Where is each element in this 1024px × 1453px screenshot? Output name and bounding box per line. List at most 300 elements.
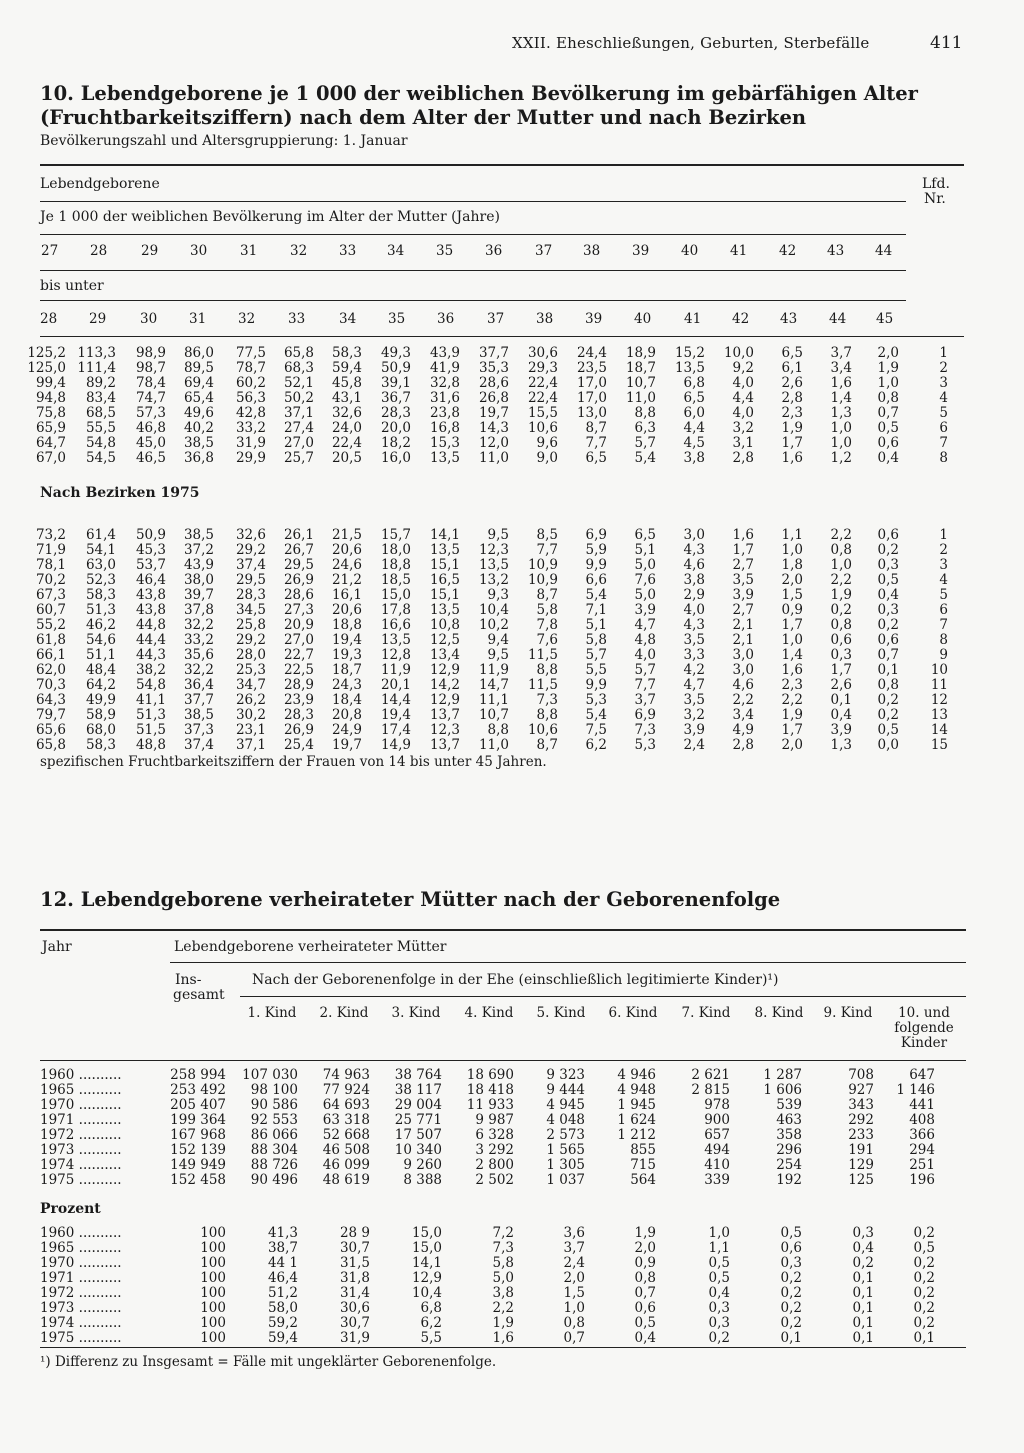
- table-cell: 6,8: [683, 375, 705, 391]
- table-cell: 0,2: [877, 692, 899, 708]
- table-cell: 657: [704, 1127, 730, 1143]
- table-cell: 37,7: [183, 692, 214, 708]
- table-cell: 64,7: [35, 435, 66, 451]
- table-cell: 18 418: [466, 1082, 514, 1098]
- table-cell: 0,1: [852, 1285, 874, 1301]
- table-cell: 15,5: [527, 405, 558, 421]
- table-cell: 14,7: [478, 677, 509, 693]
- table-cell: 98,9: [135, 345, 166, 361]
- table-cell: 10,4: [478, 602, 509, 618]
- table-cell: 233: [848, 1127, 874, 1143]
- row-number: 4: [939, 390, 948, 406]
- table-cell: 0,9: [634, 1255, 656, 1271]
- table-cell: 927: [848, 1082, 874, 1098]
- table-cell: 99,4: [35, 375, 66, 391]
- table-cell: 0,9: [781, 602, 803, 618]
- table-cell: 19,4: [331, 632, 362, 648]
- table-cell: 89,2: [85, 375, 116, 391]
- table-cell: 205 407: [170, 1097, 226, 1113]
- table-cell: 2,2: [830, 572, 852, 588]
- table-cell: 13,5: [429, 602, 460, 618]
- table-cell: 0,5: [780, 1225, 802, 1241]
- table-cell: 1 146: [896, 1082, 935, 1098]
- table-cell: 2,8: [781, 390, 803, 406]
- table-cell: 0,7: [563, 1330, 585, 1346]
- table-cell: 4 048: [546, 1112, 585, 1128]
- table10-title-line2: (Fruchtbarkeitsziffern) nach dem Alter der Mutter und nach Bezirken: [40, 106, 807, 129]
- table-cell: 46,5: [135, 450, 166, 466]
- table-cell: 0,6: [780, 1240, 802, 1256]
- table-cell: 100: [200, 1270, 226, 1286]
- table-cell: 251: [909, 1157, 935, 1173]
- table-cell: 36,8: [183, 450, 214, 466]
- table-cell: 25,8: [235, 617, 266, 633]
- table-cell: 34,5: [235, 602, 266, 618]
- table-cell: 30,6: [339, 1300, 370, 1316]
- row-number: 7: [939, 617, 948, 633]
- table10-title-line1: 10. Lebendgeborene je 1 000 der weiblichen Bevölkerung im gebärfähigen Alter: [40, 82, 918, 105]
- table-cell: 15,7: [380, 527, 411, 543]
- table-cell: 2 815: [691, 1082, 730, 1098]
- table-cell: 28,3: [380, 405, 411, 421]
- table-cell: 167 968: [170, 1127, 226, 1143]
- table-cell: 20,5: [331, 450, 362, 466]
- table10-rule-2: [40, 234, 906, 235]
- table-cell: 15,1: [429, 557, 460, 573]
- table-cell: 17,4: [380, 722, 411, 738]
- table-cell: 647: [909, 1067, 935, 1083]
- table-cell: 1,8: [781, 557, 803, 573]
- table-cell: 16,1: [331, 587, 362, 603]
- table-cell: 65,9: [35, 420, 66, 436]
- table-cell: 11 933: [466, 1097, 514, 1113]
- table-cell: 2,0: [877, 345, 899, 361]
- table-cell: 18,5: [380, 572, 411, 588]
- table-cell: 58,3: [331, 345, 362, 361]
- table-cell: 48,4: [85, 662, 116, 678]
- table-cell: 4,4: [683, 420, 705, 436]
- table-cell: 2,2: [732, 692, 754, 708]
- table-cell: 192: [776, 1172, 802, 1188]
- table-cell: 54,5: [85, 450, 116, 466]
- table-cell: 86,0: [183, 345, 214, 361]
- table-cell: 1,7: [781, 722, 803, 738]
- table-cell: 1 945: [617, 1097, 656, 1113]
- table-cell: 6,9: [634, 707, 656, 723]
- table10-rule-4: [40, 300, 906, 301]
- table-cell: 60,7: [35, 602, 66, 618]
- table-cell: 2,6: [830, 677, 852, 693]
- kind-column-header: 7. Kind: [681, 1005, 731, 1021]
- table10-ages-from: [0, 244, 1024, 262]
- table-cell: 339: [704, 1172, 730, 1188]
- running-title: XXII. Eheschließungen, Geburten, Sterbefälle: [512, 34, 870, 52]
- table12-rule-2: [240, 996, 966, 997]
- table-cell: 26,9: [283, 722, 314, 738]
- table-cell: 37,2: [183, 542, 214, 558]
- table-cell: 4 945: [546, 1097, 585, 1113]
- table-cell: 4,7: [634, 617, 656, 633]
- table-cell: 3,4: [830, 360, 852, 376]
- table-cell: 0,2: [780, 1315, 802, 1331]
- row-number: 2: [939, 542, 948, 558]
- table-cell: 199 364: [170, 1112, 226, 1128]
- table-cell: 3,9: [634, 602, 656, 618]
- table-cell: 63 318: [322, 1112, 370, 1128]
- table-cell: 6,5: [781, 345, 803, 361]
- table-cell: 6,8: [420, 1300, 442, 1316]
- table-cell: 0,6: [634, 1300, 656, 1316]
- table-cell: 0,1: [852, 1330, 874, 1346]
- table-cell: 7,1: [585, 602, 607, 618]
- table-cell: 38,0: [183, 572, 214, 588]
- table-cell: 978: [704, 1097, 730, 1113]
- table-cell: 0,5: [877, 420, 899, 436]
- table-cell: 2,0: [634, 1240, 656, 1256]
- table10-bis-unter: bis unter: [40, 278, 104, 294]
- table-cell: 26,2: [235, 692, 266, 708]
- table-cell: 59,4: [331, 360, 362, 376]
- table-cell: 54,1: [85, 542, 116, 558]
- table-cell: 9,9: [585, 677, 607, 693]
- table-cell: 12,3: [478, 542, 509, 558]
- table-cell: 51,3: [85, 602, 116, 618]
- table-cell: 1,7: [781, 617, 803, 633]
- row-number: 8: [939, 450, 948, 466]
- table-cell: 28,3: [235, 587, 266, 603]
- age-from-label: 27: [41, 243, 59, 259]
- table-cell: 6,5: [585, 450, 607, 466]
- table-cell: 1 565: [546, 1142, 585, 1158]
- table-cell: 1,7: [732, 542, 754, 558]
- table-cell: 12,0: [478, 435, 509, 451]
- table-cell: 5,5: [585, 662, 607, 678]
- table-cell: 12,9: [429, 662, 460, 678]
- age-from-label: 29: [141, 243, 159, 259]
- table-cell: 43,8: [135, 602, 166, 618]
- table-cell: 3,8: [683, 572, 705, 588]
- table-cell: 6 328: [475, 1127, 514, 1143]
- table-cell: 51,3: [135, 707, 166, 723]
- age-to-label: 40: [634, 311, 652, 327]
- age-to-label: 42: [732, 311, 750, 327]
- table-cell: 8,5: [536, 527, 558, 543]
- table-cell: 4,9: [732, 722, 754, 738]
- table-cell: 13,5: [380, 632, 411, 648]
- table-cell: 0,3: [708, 1315, 730, 1331]
- table-cell: 27,0: [283, 435, 314, 451]
- table-cell: 48,8: [135, 737, 166, 753]
- table-cell: 37,1: [283, 405, 314, 421]
- table-cell: 18,8: [331, 617, 362, 633]
- table-cell: 4,3: [683, 617, 705, 633]
- table-cell: 49,9: [85, 692, 116, 708]
- table-cell: 70,2: [35, 572, 66, 588]
- table-cell: 254: [776, 1157, 802, 1173]
- table-cell: 294: [909, 1142, 935, 1158]
- age-to-label: 44: [829, 311, 847, 327]
- table-cell: 14,3: [478, 420, 509, 436]
- table-cell: 25,7: [283, 450, 314, 466]
- table-cell: 0,2: [830, 602, 852, 618]
- age-from-label: 41: [730, 243, 748, 259]
- table-cell: 0,4: [708, 1285, 730, 1301]
- table-cell: 1,4: [781, 647, 803, 663]
- table-cell: 24,0: [331, 420, 362, 436]
- table-cell: 5,5: [420, 1330, 442, 1346]
- table-cell: 28,0: [235, 647, 266, 663]
- table-cell: 0,8: [877, 677, 899, 693]
- table-cell: 41,1: [135, 692, 166, 708]
- table-cell: 9,3: [487, 587, 509, 603]
- table-cell: 86 066: [250, 1127, 298, 1143]
- table-cell: 100: [200, 1330, 226, 1346]
- table-cell: 5,8: [585, 632, 607, 648]
- table-cell: 358: [776, 1127, 802, 1143]
- table-cell: 37,7: [478, 345, 509, 361]
- table-cell: 0,7: [634, 1285, 656, 1301]
- table-cell: 13,0: [576, 405, 607, 421]
- year-label: 1972 ..........: [40, 1285, 122, 1301]
- table-cell: 1,1: [781, 527, 803, 543]
- table-cell: 78,7: [235, 360, 266, 376]
- table-cell: 38 117: [394, 1082, 442, 1098]
- table-cell: 8 388: [403, 1172, 442, 1188]
- table-cell: 22,4: [527, 390, 558, 406]
- table-cell: 28,3: [283, 707, 314, 723]
- table-cell: 0,1: [780, 1330, 802, 1346]
- table-cell: 1,0: [781, 542, 803, 558]
- table-cell: 3,5: [732, 572, 754, 588]
- table-cell: 15,2: [674, 345, 705, 361]
- table-cell: 4,3: [683, 542, 705, 558]
- table-cell: 0,4: [877, 450, 899, 466]
- table-cell: 15,0: [380, 587, 411, 603]
- table-cell: 68,0: [85, 722, 116, 738]
- table-cell: 8,8: [487, 722, 509, 738]
- table12-body-absolute: [0, 1068, 1024, 1190]
- table-cell: 253 492: [170, 1082, 226, 1098]
- table-cell: 61,4: [85, 527, 116, 543]
- table-cell: 28 9: [339, 1225, 370, 1241]
- table-cell: 0,1: [852, 1270, 874, 1286]
- year-label: 1970 ..........: [40, 1255, 122, 1271]
- table-cell: 59,4: [267, 1330, 298, 1346]
- table-cell: 65,8: [283, 345, 314, 361]
- table-cell: 31,9: [339, 1330, 370, 1346]
- table-cell: 42,8: [235, 405, 266, 421]
- table-cell: 1,0: [830, 557, 852, 573]
- table-cell: 20,6: [331, 542, 362, 558]
- table-cell: 11,0: [478, 737, 509, 753]
- table-cell: 35,6: [183, 647, 214, 663]
- table-cell: 90 496: [250, 1172, 298, 1188]
- table10-rule-3: [40, 270, 906, 271]
- table-cell: 63,0: [85, 557, 116, 573]
- year-label: 1975 ..........: [40, 1330, 122, 1346]
- table-cell: 196: [909, 1172, 935, 1188]
- table-cell: 30,7: [339, 1240, 370, 1256]
- table-cell: 32,6: [331, 405, 362, 421]
- table-cell: 58,0: [267, 1300, 298, 1316]
- table-cell: 2,2: [492, 1300, 514, 1316]
- table-cell: 1,1: [708, 1240, 730, 1256]
- age-to-label: 45: [876, 311, 894, 327]
- table-cell: 1,3: [830, 737, 852, 753]
- table-cell: 12,8: [380, 647, 411, 663]
- table-cell: 26,7: [283, 542, 314, 558]
- table-cell: 18,7: [331, 662, 362, 678]
- age-to-label: 37: [487, 311, 505, 327]
- table-cell: 4,5: [683, 435, 705, 451]
- table-cell: 31,6: [429, 390, 460, 406]
- table12-kind-heads: [0, 1006, 1024, 1056]
- table-cell: 51,2: [267, 1285, 298, 1301]
- table-cell: 50,9: [380, 360, 411, 376]
- table-cell: 6,2: [420, 1315, 442, 1331]
- table-cell: 1,2: [830, 450, 852, 466]
- table10-top-rule: [40, 164, 964, 166]
- age-from-label: 43: [827, 243, 845, 259]
- table-cell: 38 764: [394, 1067, 442, 1083]
- table-cell: 5,4: [634, 450, 656, 466]
- table-cell: 5,0: [634, 557, 656, 573]
- page-number: 411: [930, 33, 963, 53]
- table-cell: 3,0: [683, 527, 705, 543]
- kind-column-header: 8. Kind: [754, 1005, 804, 1021]
- table-cell: 18,2: [380, 435, 411, 451]
- table-cell: 60,2: [235, 375, 266, 391]
- age-from-label: 36: [485, 243, 503, 259]
- table-cell: 11,0: [625, 390, 656, 406]
- table-cell: 0,2: [913, 1300, 935, 1316]
- table-cell: 152 458: [170, 1172, 226, 1188]
- table-cell: 27,0: [283, 632, 314, 648]
- table-cell: 0,6: [877, 632, 899, 648]
- table-cell: 29,3: [527, 360, 558, 376]
- table-cell: 24,6: [331, 557, 362, 573]
- table-cell: 38,5: [183, 435, 214, 451]
- table-cell: 44,4: [135, 632, 166, 648]
- table-cell: 20,1: [380, 677, 411, 693]
- table-cell: 74,7: [135, 390, 166, 406]
- table-cell: 37,1: [235, 737, 266, 753]
- table-cell: 125: [848, 1172, 874, 1188]
- table-cell: 23,9: [283, 692, 314, 708]
- row-number: 5: [939, 405, 948, 421]
- table-cell: 0,2: [913, 1225, 935, 1241]
- table-cell: 100: [200, 1315, 226, 1331]
- table10-rule-5: [40, 336, 964, 337]
- table-cell: 7,7: [634, 677, 656, 693]
- table-cell: 7,6: [634, 572, 656, 588]
- year-label: 1960 ..........: [40, 1225, 122, 1241]
- table-cell: 77 924: [322, 1082, 370, 1098]
- table12-section-prozent: Prozent: [40, 1201, 101, 1217]
- table-cell: 1,9: [877, 360, 899, 376]
- table-cell: 1,5: [781, 587, 803, 603]
- table-cell: 31,5: [339, 1255, 370, 1271]
- table-cell: 37,4: [235, 557, 266, 573]
- row-number: 9: [939, 647, 948, 663]
- table-cell: 2,1: [732, 617, 754, 633]
- table-cell: 0,0: [877, 737, 899, 753]
- row-number: 14: [930, 722, 948, 738]
- table-cell: 292: [848, 1112, 874, 1128]
- table-cell: 25,4: [283, 737, 314, 753]
- table-cell: 1,4: [830, 390, 852, 406]
- table-cell: 54,6: [85, 632, 116, 648]
- table-cell: 79,7: [35, 707, 66, 723]
- table-cell: 88 304: [250, 1142, 298, 1158]
- table10-subtitle: Bevölkerungszahl und Altersgruppierung: 1. Januar: [40, 133, 408, 149]
- table-cell: 4,8: [634, 632, 656, 648]
- table-cell: 61,8: [35, 632, 66, 648]
- table-cell: 9,9: [585, 557, 607, 573]
- table-cell: 44 1: [267, 1255, 298, 1271]
- table-cell: 10,9: [527, 572, 558, 588]
- row-number: 6: [939, 420, 948, 436]
- table-cell: 0,2: [877, 542, 899, 558]
- age-from-label: 28: [90, 243, 108, 259]
- table-cell: 31,9: [235, 435, 266, 451]
- table-cell: 1,9: [634, 1225, 656, 1241]
- table-cell: 13,7: [429, 737, 460, 753]
- table-cell: 0,4: [852, 1240, 874, 1256]
- table-cell: 21,2: [331, 572, 362, 588]
- table10-section-bezirke: Nach Bezirken 1975: [40, 485, 200, 501]
- kind-column-header: 3. Kind: [391, 1005, 441, 1021]
- table-cell: 6,9: [585, 527, 607, 543]
- kind-column-header: 10. und: [898, 1005, 950, 1021]
- table-cell: 8,8: [634, 405, 656, 421]
- table-cell: 55,5: [85, 420, 116, 436]
- year-label: 1975 ..........: [40, 1172, 122, 1188]
- table-cell: 5,7: [634, 662, 656, 678]
- table-cell: 152 139: [170, 1142, 226, 1158]
- table-cell: 3,2: [732, 420, 754, 436]
- table-cell: 13,5: [674, 360, 705, 376]
- table-cell: 75,8: [35, 405, 66, 421]
- table-cell: 7,5: [585, 722, 607, 738]
- table-cell: 0,1: [830, 692, 852, 708]
- table12-top-rule: [40, 929, 966, 931]
- table-cell: 12,9: [429, 692, 460, 708]
- table-cell: 125,0: [27, 360, 66, 376]
- table-cell: 46,4: [267, 1270, 298, 1286]
- row-number: 7: [939, 435, 948, 451]
- table-cell: 14,4: [380, 692, 411, 708]
- age-to-label: 32: [238, 311, 256, 327]
- table-cell: 4,2: [683, 662, 705, 678]
- table-cell: 9,4: [487, 632, 509, 648]
- table-cell: 708: [848, 1067, 874, 1083]
- table-cell: 45,8: [331, 375, 362, 391]
- age-to-label: 41: [684, 311, 702, 327]
- table-cell: 2,2: [781, 692, 803, 708]
- table-cell: 3,4: [732, 707, 754, 723]
- table-cell: 43,9: [429, 345, 460, 361]
- table-cell: 13,4: [429, 647, 460, 663]
- table-cell: 23,1: [235, 722, 266, 738]
- age-from-label: 44: [875, 243, 893, 259]
- year-label: 1960 ..........: [40, 1067, 122, 1083]
- table-cell: 2,6: [781, 375, 803, 391]
- table-cell: 1,6: [732, 527, 754, 543]
- table-cell: 33,2: [183, 632, 214, 648]
- table-cell: 21,5: [331, 527, 362, 543]
- table-cell: 4,4: [732, 390, 754, 406]
